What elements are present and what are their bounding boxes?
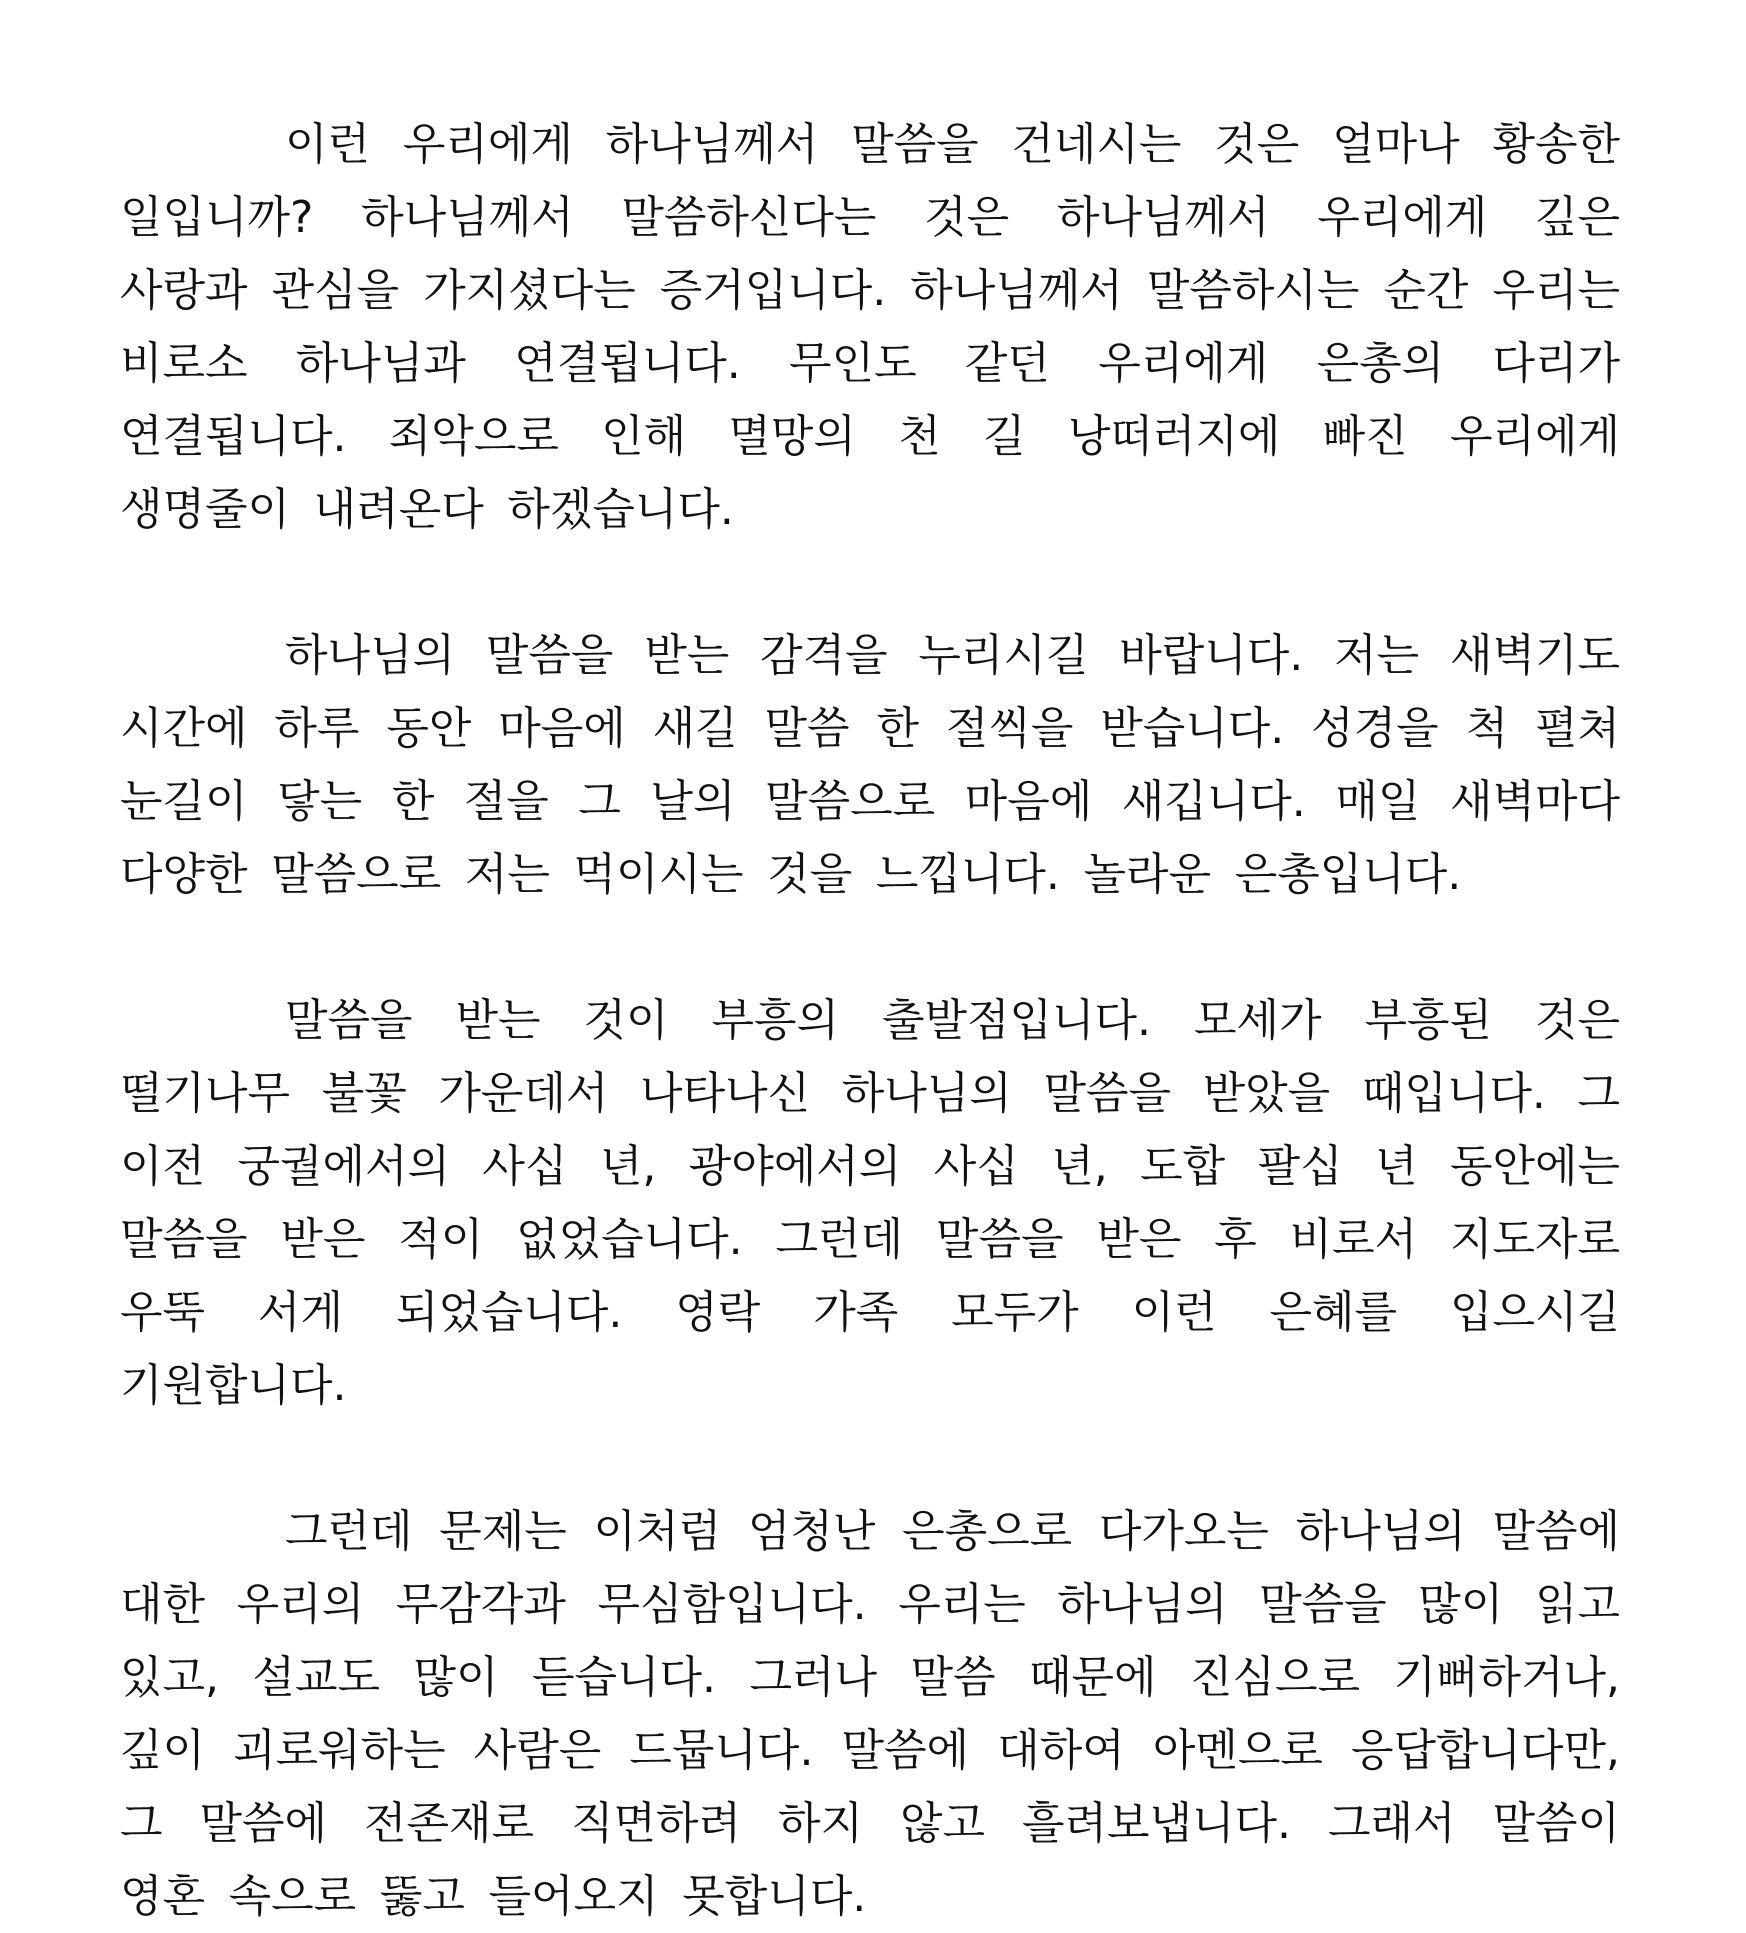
paragraph-2: 하나님의 말씀을 받는 감격을 누리시길 바랍니다. 저는 새벽기도 시간에 하루 동안 마음에 새길 말씀 한 절씩을 받습니다. 성경을 척 펼쳐 눈길이 닿는 한 절을 그 날의 말씀으로 마음에 새깁니다. 매일 새벽마다 다양한 말씀으로 저는 먹이시는 것을 느낍니다. 놀라운 은총입니다. bbox=[120, 630, 1620, 900]
paragraph-3: 말씀을 받는 것이 부흥의 출발점입니다. 모세가 부흥된 것은 떨기나무 불꽃 가운데서 나타나신 하나님의 말씀을 받았을 때입니다. 그 이전 궁궐에서의 사십 년, 광야에서의 사십 년, 도합 팔십 년 동안에는 말씀을 받은 적이 없었습니다. 그런데 말씀을 받은 후 비로서 지도자로 우뚝 서게 되었습니다. 영락 가족 모두가 이런 은혜를 입으시길 기원합니다. bbox=[120, 995, 1620, 1411]
document-page bbox=[120, 108, 1620, 1933]
paragraph-1: 이런 우리에게 하나님께서 말씀을 건네시는 것은 얼마나 황송한 일입니까? 하나님께서 말씀하신다는 것은 하나님께서 우리에게 깊은 사랑과 관심을 가지셨다는 증거입니다. 하나님께서 말씀하시는 순간 우리는 비로소 하나님과 연결됩니다. 무인도 같던 우리에게 은총의 다리가 연결됩니다. 죄악으로 인해 멸망의 천 길 낭떠러지에 빠진 우리에게 생명줄이 내려온다 하겠습니다. bbox=[120, 119, 1620, 535]
paragraph-4: 그런데 문제는 이처럼 엄청난 은총으로 다가오는 하나님의 말씀에 대한 우리의 무감각과 무심함입니다. 우리는 하나님의 말씀을 많이 읽고 있고, 설교도 많이 듣습니다. 그러나 말씀 때문에 진심으로 기뻐하거나, 깊이 괴로워하는 사람은 드뭅니다. 말씀에 대하여 아멘으로 응답합니다만, 그 말씀에 전존재로 직면하려 하지 않고 흘려보냅니다. 그래서 말씀이 영혼 속으로 뚫고 들어오지 못합니다. bbox=[120, 1506, 1620, 1922]
